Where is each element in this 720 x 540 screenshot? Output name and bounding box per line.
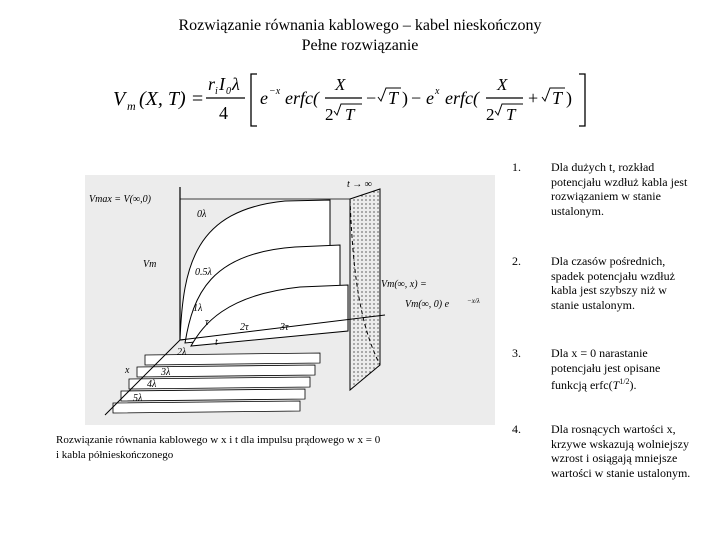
svg-text:λ: λ (232, 74, 240, 94)
vm-label: Vm (143, 259, 157, 270)
depth-label-5: 5λ (133, 393, 143, 404)
svg-text:r: r (208, 74, 216, 94)
t-infinity-label: t → ∞ (347, 179, 372, 190)
steady-state-slab (350, 189, 380, 390)
eq-lhs-args: (X, T) = (139, 88, 205, 110)
cable-equation (105, 70, 605, 130)
eq-lhs-sub: m (127, 99, 136, 113)
note-number: 1. (512, 160, 521, 174)
svg-text:0: 0 (226, 86, 231, 97)
curve-label-1: 1λ (193, 303, 203, 314)
depth-label-4: 4λ (147, 379, 157, 390)
svg-text:e: e (260, 88, 268, 108)
svg-text:4: 4 (219, 103, 228, 123)
svg-text:−x: −x (269, 86, 281, 97)
svg-text:−: − (411, 88, 422, 108)
eq-lhs: V (113, 88, 126, 110)
curve-label-0: 0λ (197, 209, 207, 220)
vmax-label: Vmax = V(∞,0) (89, 194, 151, 205)
t-axis-label: t (215, 337, 218, 348)
curve-label-05: 0.5λ (195, 267, 212, 278)
note-text: Dla czasów pośrednich, spadek potencjału wzdłuż kabla jest szybszy niż w stanie ustalonym. (551, 254, 675, 312)
svg-text:2: 2 (325, 105, 334, 124)
note-text: Dla x = 0 narastanie potencjału jest opisane funkcją $erfc(T^{1/2})$. (551, 346, 661, 392)
svg-text:X: X (335, 75, 346, 94)
svg-text:−: − (366, 88, 377, 108)
svg-text:T: T (506, 105, 516, 124)
svg-text:I: I (219, 74, 225, 94)
svg-text:T: T (388, 88, 399, 108)
svg-text:i: i (215, 86, 218, 97)
page-title: Rozwiązanie równania kablowego – kabel nieskończony (178, 17, 542, 34)
svg-text:(X, T) = (139, 88, 204, 110)
depth-label-2: 2λ (177, 347, 187, 358)
svg-text:erfc(: erfc( (285, 88, 319, 108)
x-axis-label: x (125, 365, 130, 376)
svg-text:): ) (566, 88, 572, 108)
svg-text:X: X (497, 75, 508, 94)
depth-label-3: 3λ (161, 367, 171, 378)
steady-label-sup: −x/λ (467, 297, 480, 305)
tau3-label: 3τ (280, 322, 289, 333)
note-number: 4. (512, 422, 521, 436)
cable-solution-figure (85, 175, 495, 425)
svg-text:2: 2 (486, 105, 495, 124)
tau-label: τ (205, 317, 209, 328)
tau2-label: 2τ (240, 322, 249, 333)
note-text: Dla dużych t, rozkład potencjału wzdłuż kabla jest rozwiązaniem w stanie ustalonym. (551, 160, 688, 218)
note-number: 3. (512, 346, 521, 360)
svg-text:m (127, 99, 136, 113)
svg-text:): ) (402, 88, 408, 108)
svg-text:x: x (435, 86, 440, 97)
page-subtitle: Pełne rozwiązanie (301, 37, 419, 54)
svg-text:e: e (426, 88, 434, 108)
svg-text:+: + (528, 88, 539, 108)
svg-text:T: T (345, 105, 355, 124)
figure-caption: Rozwiązanie równania kablowego w x i t dla impulsu prądowego w x = 0 i kabla półnieskończonego (56, 434, 381, 461)
note-number: 2. (512, 254, 521, 268)
svg-text:erfc(: erfc( (445, 88, 479, 108)
steady-label-1: Vm(∞, x) = (381, 279, 427, 290)
svg-text:T: T (552, 88, 563, 108)
steady-label-2: Vm(∞, 0) e (405, 299, 450, 310)
note-text: Dla rosnących wartości x, krzywe wskazują wolniejszy wzrost i osiągają mniejsze wartości w stanie ustalonym. (551, 422, 691, 480)
svg-text:V (113, 88, 128, 110)
